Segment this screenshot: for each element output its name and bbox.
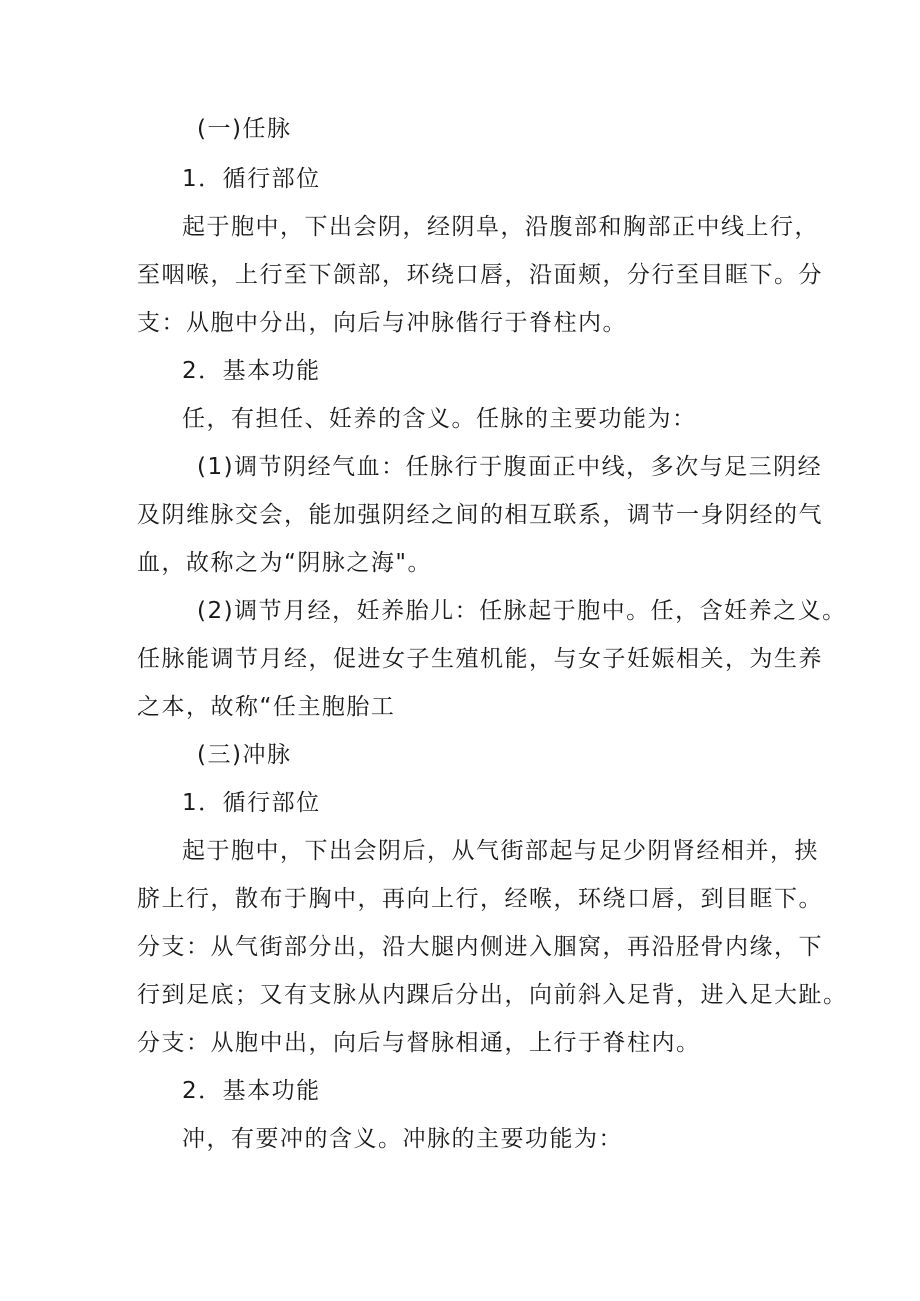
- paragraph-line: 支：从胞中分出，向后与冲脉偕行于脊柱内。: [137, 310, 627, 336]
- paragraph-line: 起于胞中，下出会阴后，从气街部起与足少阴肾经相并，挟: [182, 838, 819, 864]
- section-heading-chong-mai: (三)冲脉: [197, 742, 292, 768]
- subheading-basic-function: 2．基本功能: [182, 1078, 321, 1104]
- paragraph-line: 分支：从胞中出，向后与督脉相通，上行于脊柱内。: [137, 1030, 701, 1056]
- paragraph-line: 脐上行，散布于胸中，再向上行，经喉，环绕口唇，到目眶下。: [137, 886, 823, 912]
- paragraph-line: 及阴维脉交会，能加强阴经之间的相互联系，调节一身阴经的气: [137, 502, 823, 528]
- list-item-line: (1)调节阴经气血：任脉行于腹面正中线，多次与足三阴经: [197, 454, 823, 480]
- paragraph-line: 冲，有要冲的含义。冲脉的主要功能为：: [182, 1126, 623, 1152]
- section-heading-ren-mai: (一)任脉: [197, 116, 292, 142]
- paragraph-line: 行到足底；又有支脉从内踝后分出，向前斜入足背，进入足大趾。: [137, 982, 848, 1008]
- paragraph-line: 任脉能调节月经，促进女子生殖机能，与女子妊娠相关，为生养: [137, 646, 823, 672]
- paragraph-line: 血，故称之为“阴脉之海"。: [137, 550, 432, 576]
- paragraph-line: 起于胞中，下出会阴，经阴阜，沿腹部和胸部正中线上行，: [182, 214, 819, 240]
- subheading-circulation-path: 1．循行部位: [182, 790, 321, 816]
- paragraph-line: 分支：从气街部分出，沿大腿内侧进入腘窝，再沿胫骨内缘，下: [137, 934, 823, 960]
- list-item-line: (2)调节月经，妊养胎儿：任脉起于胞中。任，含妊养之义。: [197, 598, 847, 624]
- paragraph-line: 至咽喉，上行至下颌部，环绕口唇，沿面颊，分行至目眶下。分: [137, 262, 823, 288]
- paragraph-line: 任，有担任、妊养的含义。任脉的主要功能为：: [182, 406, 697, 432]
- subheading-basic-function: 2．基本功能: [182, 358, 321, 384]
- paragraph-line: 之本，故称“任主胞胎工: [137, 694, 396, 720]
- subheading-circulation-path: 1．循行部位: [182, 166, 321, 192]
